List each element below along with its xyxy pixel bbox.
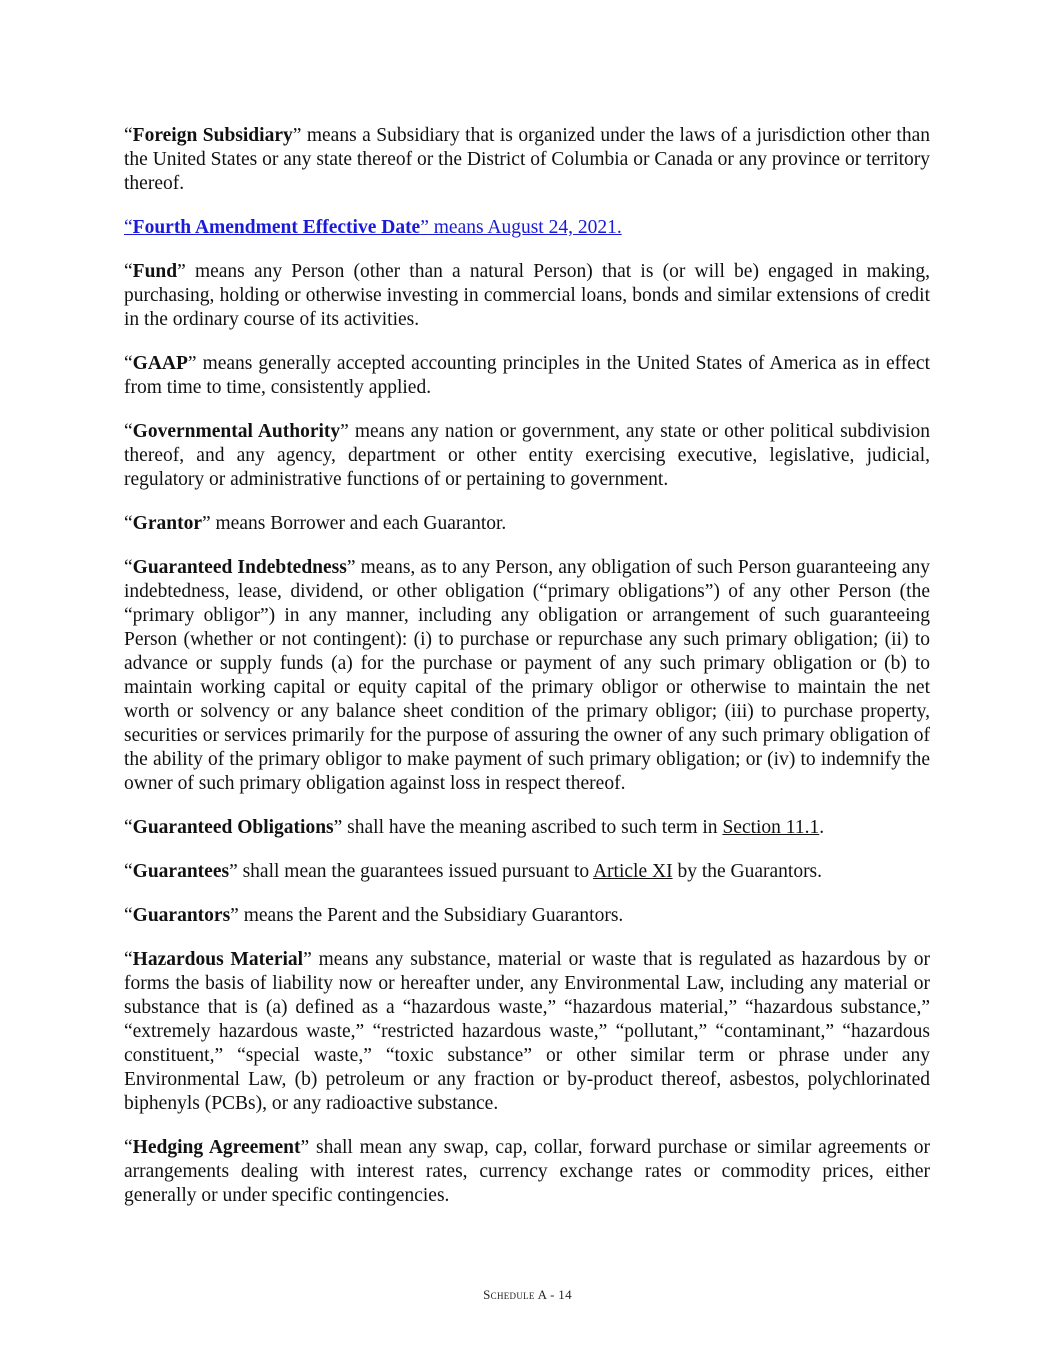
- defined-term: Hedging Agreement: [132, 1137, 301, 1158]
- defined-term: Foreign Subsidiary: [132, 125, 293, 146]
- definition-guarantors: “Guarantors” means the Parent and the Subsidiary Guarantors.: [124, 905, 624, 926]
- definition-foreign-subsidiary: “Foreign Subsidiary” means a Subsidiary that is organized under the laws of a jurisdiction other than the United States or any state thereof or the District of Columbia or Canada or any province or territory thereof.: [124, 125, 931, 194]
- definition-text: means, as to any Person, any obligation of such Person guaranteeing any indebtedness, lease, dividend, or other obligation (“primary obligations”) of any other Person (the “primary obligor”) in any manner, including any obligation or arrangement of such guaranteeing Person (whether or not contingent): (i) to purchase or repurchase any such primary obligation; (ii) to advance or supply funds (a) for the purchase or payment of any such primary obligation or (b) to maintain working capital or equity capital of the primary obligor or otherwise to maintain the net worth or solvency or any balance sheet condition of the primary obligor; (iii) to purchase property, securities or services primarily for the purpose of assuring the owner of any such primary obligation of the ability of the primary obligor to make payment of such primary obligation; or (iv) to indemnify the owner of such primary obligation against loss in respect thereof.: [124, 557, 930, 794]
- definition-text: shall have the meaning ascribed to such term in: [342, 817, 723, 838]
- definition-text: means any substance, material or waste that is regulated as hazardous by or forms the basis of liability now or hereafter under, any Environmental Law, including any material or substance that is (a) defined as a “hazardous waste,” “hazardous material,” “hazardous substance,” “extremely hazardous waste,” “restricted hazardous waste,” “pollutant,” “contaminant,” “hazardous constituent,” “special waste,” “toxic substance” or other similar term or phrase under any Environmental Law, (b) petroleum or any fraction or by-product thereof, asbestos, polychlorinated biphenyls (PCBs), or any radioactive substance.: [124, 949, 930, 1114]
- definition-hedging-agreement: “Hedging Agreement” shall mean any swap, cap, collar, forward purchase or similar agreements or arrangements dealing with interest rates, currency exchange rates or commodity prices, either generally or under specific contingencies.: [124, 1137, 930, 1206]
- definition-text: shall mean the guarantees issued pursuant to: [237, 861, 593, 882]
- definition-guaranteed-obligations: “Guaranteed Obligations” shall have the meaning ascribed to such term in Section 11.1.: [124, 817, 825, 838]
- definition-hazardous-material: “Hazardous Material” means any substance, material or waste that is regulated as hazardous by or forms the basis of liability now or hereafter under, any Environmental Law, including any material or substance that is (a) defined as a “hazardous waste,” “hazardous material,” “hazardous substance,” “extremely hazardous waste,” “restricted hazardous waste,” “pollutant,” “contaminant,” “hazardous constituent,” “special waste,” “toxic substance” or other similar term or phrase under any Environmental Law, (b) petroleum or any fraction or by-product thereof, asbestos, polychlorinated biphenyls (PCBs), or any radioactive substance.: [124, 949, 930, 1114]
- defined-term: Governmental Authority: [132, 421, 341, 442]
- definition-text: means a Subsidiary that is organized under the laws of a jurisdiction other than the United States or any state thereof or the District of Columbia or Canada or any province or territory thereof.: [124, 125, 931, 194]
- defined-term: Guarantors: [132, 905, 231, 926]
- definition-text: shall mean any swap, cap, collar, forward purchase or similar agreements or arrangements dealing with interest rates, currency exchange rates or commodity prices, either generally or under specific contingencies.: [124, 1137, 930, 1206]
- article-reference-link[interactable]: Article XI: [592, 861, 673, 882]
- definition-text: means the Parent and the Subsidiary Guarantors.: [238, 905, 624, 926]
- defined-term: Fund: [132, 261, 178, 282]
- document-body: [124, 124, 930, 1228]
- definition-text: means any Person (other than a natural Person) that is (or will be) engaged in making, purchasing, holding or otherwise investing in commercial loans, bonds and similar extensions of credit in the ordinary course of its activities.: [124, 261, 930, 330]
- definition-text: means generally accepted accounting principles in the United States of America as in effect from time to time, consistently applied.: [124, 353, 930, 398]
- defined-term: GAAP: [132, 353, 188, 374]
- defined-term: Guaranteed Obligations: [132, 817, 334, 838]
- definition-governmental-authority: “Governmental Authority” means any nation or government, any state or other political subdivision thereof, and any agency, department or other entity exercising executive, legislative, judicial, regulatory or administrative functions of or pertaining to government.: [124, 421, 931, 490]
- definition-guarantees: “Guarantees” shall mean the guarantees issued pursuant to Article XI by the Guarantors.: [124, 861, 823, 882]
- defined-term: Grantor: [132, 513, 202, 534]
- defined-term: Guaranteed Indebtedness: [132, 557, 347, 578]
- definition-text: means August 24, 2021.: [428, 217, 622, 238]
- definition-text: means any nation or government, any state or other political subdivision thereof, and any agency, department or other entity exercising executive, legislative, judicial, regulatory or administrative functions of or pertaining to government.: [124, 421, 931, 490]
- defined-term: Hazardous Material: [132, 949, 304, 970]
- definition-gaap: “GAAP” means generally accepted accounting principles in the United States of America as in effect from time to time, consistently applied.: [124, 353, 930, 398]
- definition-guaranteed-indebtedness: “Guaranteed Indebtedness” means, as to any Person, any obligation of such Person guaranteeing any indebtedness, lease, dividend, or other obligation (“primary obligations”) of any other Person (the “primary obligor”) in any manner, including any obligation or arrangement of such guaranteeing Person (whether or not contingent): (i) to purchase or repurchase any such primary obligation; (ii) to advance or supply funds (a) for the purchase or payment of any such primary obligation or (b) to maintain working capital or equity capital of the primary obligor or otherwise to maintain the net worth or solvency or any balance sheet condition of the primary obligor; (iii) to purchase property, securities or services primarily for the purpose of assuring the owner of any such primary obligation of the ability of the primary obligor to make payment of such primary obligation; or (iv) to indemnify the owner of such primary obligation against loss in respect thereof.: [124, 557, 930, 794]
- defined-term: Guarantees: [132, 861, 230, 882]
- definition-fund: “Fund” means any Person (other than a natural Person) that is (or will be) engaged in making, purchasing, holding or otherwise investing in commercial loans, bonds and similar extensions of credit in the ordinary course of its activities.: [124, 261, 930, 330]
- definition-fourth-amendment-effective-date[interactable]: “Fourth Amendment Effective Date” means August 24, 2021.: [124, 217, 622, 238]
- definition-grantor: “Grantor” means Borrower and each Guarantor.: [124, 513, 507, 534]
- page-footer: Schedule A - 14: [483, 1287, 572, 1302]
- defined-term: Fourth Amendment Effective Date: [132, 217, 421, 238]
- section-reference-link[interactable]: Section 11.1: [722, 817, 820, 838]
- definition-text: means Borrower and each Guarantor.: [210, 513, 507, 534]
